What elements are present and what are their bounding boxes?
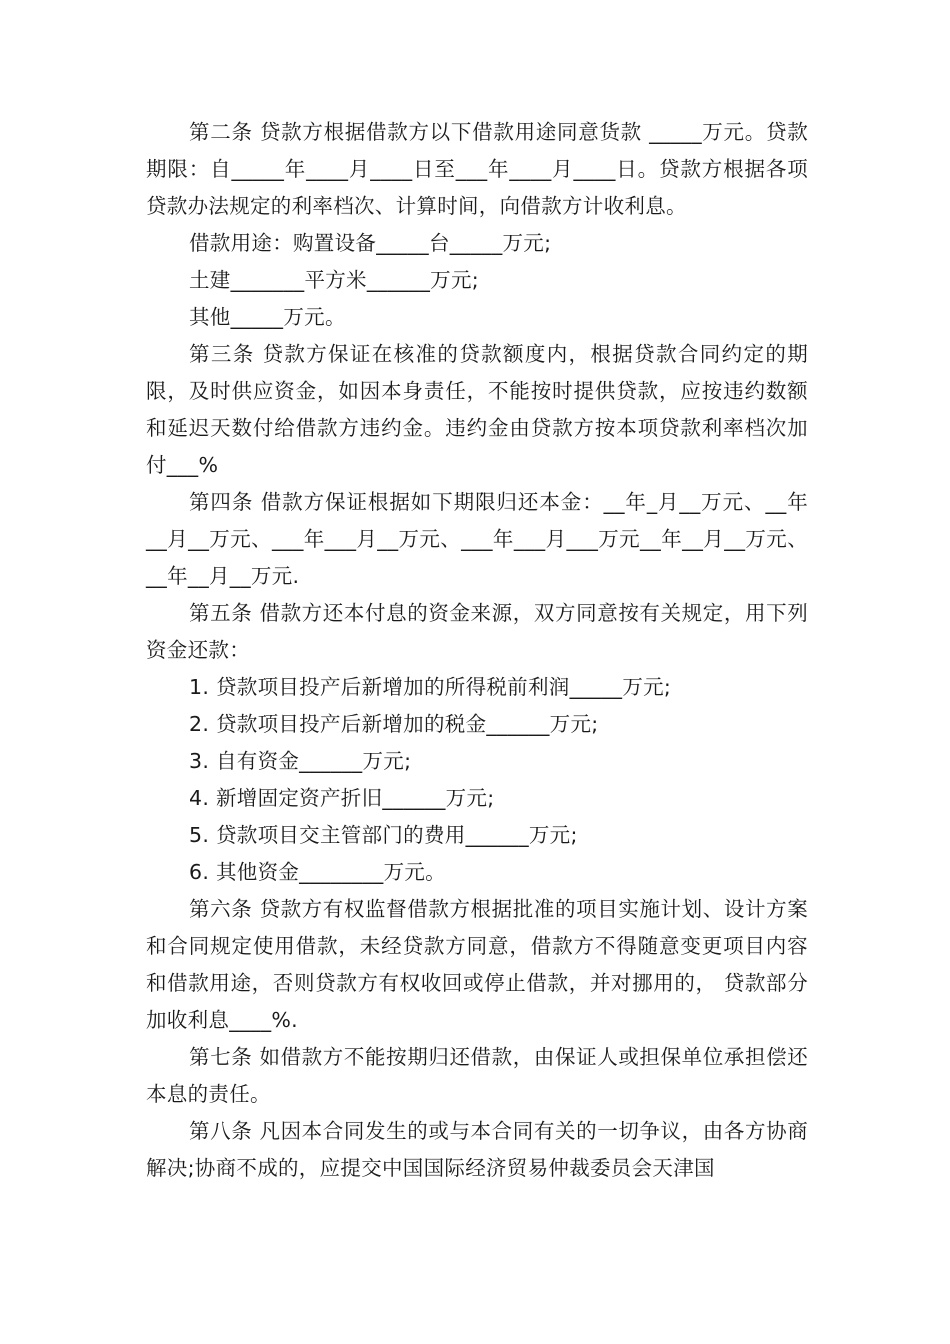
list-item-5: 5. 贷款项目交主管部门的费用______万元; <box>189 823 578 847</box>
paragraph-article-6: 第六条 贷款方有权监督借款方根据批准的项目实施计划、设计方案和合同规定使用借款，未经贷款方同意，借款方不得随意变更项目内容和借款用途，否则贷款方有权收回或停止借款，并对挪用的， 贷款部分 加收利息____%. <box>146 897 808 1032</box>
paragraph-article-4: 第四条 借款方保证根据如下期限归还本金：__年_月__万元、__年__月__万元、___年___月__万元、___年___月___万元__年__月__万元、__年__月__万元. <box>146 490 808 588</box>
paragraph-loan-purpose: 借款用途：购置设备_____台_____万元; <box>189 231 552 255</box>
list-item-2: 2. 贷款项目投产后新增加的税金______万元; <box>189 712 599 736</box>
list-item-6: 6. 其他资金________万元。 <box>189 860 446 884</box>
list-item-3: 3. 自有资金______万元; <box>189 749 412 773</box>
paragraph-article-5: 第五条 借款方还本付息的资金来源，双方同意按有关规定，用下列资金还款： <box>146 601 808 662</box>
paragraph-article-2: 第二条 贷款方根据借款方以下借款用途同意货款 _____万元。贷款期限：自_____年____月____日至___年____月____日。贷款方根据各项贷款办法规定的利率档次、计算时间，向借款方计收利息。 <box>146 120 808 218</box>
document-body <box>146 114 808 1187</box>
paragraph-construction: 土建_______平方米______万元; <box>189 268 479 292</box>
list-item-1: 1. 贷款项目投产后新增加的所得税前利润_____万元; <box>189 675 672 699</box>
paragraph-article-8: 第八条 凡因本合同发生的或与本合同有关的一切争议，由各方协商解决;协商不成的，应提交中国国际经济贸易仲裁委员会天津国 <box>146 1119 808 1180</box>
list-item-4: 4. 新增固定资产折旧______万元; <box>189 786 495 810</box>
paragraph-article-3: 第三条 贷款方保证在核准的贷款额度内，根据贷款合同约定的期限，及时供应资金，如因本身责任，不能按时提供贷款，应按违约数额和延迟天数付给借款方违约金。违约金由贷款方按本项贷款利率档次加付___% <box>146 342 808 477</box>
paragraph-article-7: 第七条 如借款方不能按期归还借款，由保证人或担保单位承担偿还本息的责任。 <box>146 1045 808 1106</box>
paragraph-other: 其他_____万元。 <box>189 305 346 329</box>
